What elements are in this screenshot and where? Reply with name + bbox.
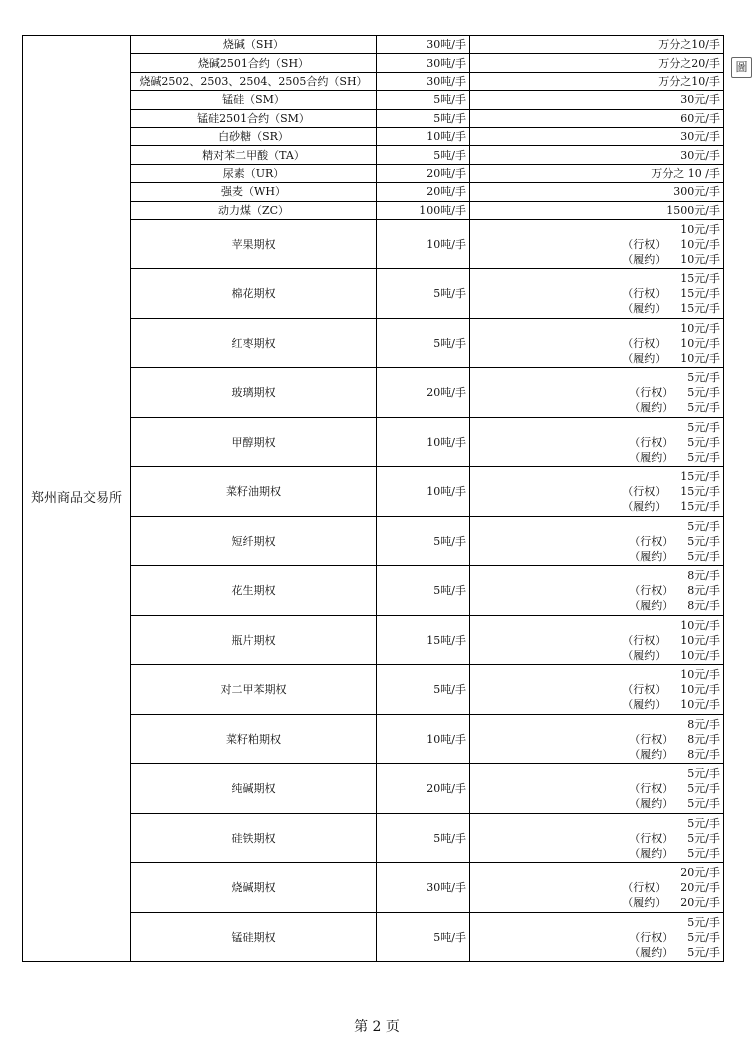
fee-line: [473, 618, 720, 633]
fee-line: [473, 865, 720, 880]
fee-type-label: （履约）: [629, 549, 674, 563]
fee-type-label: （行权）: [622, 683, 667, 697]
trading-unit: 15吨/手: [377, 615, 470, 665]
fee-type-label: （履约）: [629, 747, 674, 761]
fee-type-label: （履约）: [622, 698, 667, 712]
fee-value: 5元/手: [687, 831, 720, 845]
fee-value: 5元/手: [687, 915, 720, 929]
product-name: 烧碱2501合约（SH）: [131, 54, 377, 72]
trading-unit: 100吨/手: [377, 201, 470, 219]
product-name: 尿素（UR）: [131, 164, 377, 182]
trading-unit: 5吨/手: [377, 813, 470, 863]
fee-line: [473, 667, 720, 682]
fee-line: [473, 583, 720, 598]
table-row: [23, 36, 724, 54]
fee-type-label: （履约）: [629, 401, 674, 415]
fee-cell: 30元/手: [470, 146, 724, 164]
fee-type-label: （行权）: [629, 584, 674, 598]
fee-line: [473, 385, 720, 400]
fee-type-label: （行权）: [629, 435, 674, 449]
fee-line: [473, 519, 720, 534]
fee-line: [473, 831, 720, 846]
fee-value: 5元/手: [687, 846, 720, 860]
fee-value: 8元/手: [687, 717, 720, 731]
trading-unit: 10吨/手: [377, 417, 470, 467]
fee-cell: 万分之 10 /手: [470, 164, 724, 182]
fee-value: 5元/手: [687, 519, 720, 533]
fee-value: 10元/手: [680, 698, 720, 712]
trading-unit: 20吨/手: [377, 164, 470, 182]
fee-value: 5元/手: [687, 930, 720, 944]
product-name: 对二甲苯期权: [131, 665, 377, 715]
fee-line: [473, 781, 720, 796]
trading-unit: 20吨/手: [377, 183, 470, 201]
product-name: 瓶片期权: [131, 615, 377, 665]
fee-type-label: （履约）: [622, 500, 667, 514]
fee-type-label: （行权）: [629, 534, 674, 548]
product-name: 纯碱期权: [131, 764, 377, 814]
fee-line: [473, 499, 720, 514]
fee-cell: 60元/手: [470, 109, 724, 127]
product-name: 白砂糖（SR）: [131, 127, 377, 145]
fee-value: 5元/手: [687, 534, 720, 548]
product-name: 硅铁期权: [131, 813, 377, 863]
fee-line: [473, 598, 720, 613]
fee-cell: [470, 665, 724, 715]
fee-line: [473, 271, 720, 286]
fee-value: 15元/手: [680, 302, 720, 316]
fee-line: [473, 717, 720, 732]
trading-unit: 20吨/手: [377, 764, 470, 814]
product-name: 烧碱期权: [131, 863, 377, 913]
trading-unit: 5吨/手: [377, 146, 470, 164]
fee-cell: [470, 863, 724, 913]
trading-unit: 30吨/手: [377, 36, 470, 54]
fee-type-label: （行权）: [622, 237, 667, 251]
product-name: 动力煤（ZC）: [131, 201, 377, 219]
fee-line: [473, 766, 720, 781]
fee-cell: [470, 467, 724, 517]
fee-line: [473, 880, 720, 895]
fee-value: 15元/手: [680, 500, 720, 514]
product-name: 锰硅2501合约（SM）: [131, 109, 377, 127]
fee-type-label: （行权）: [622, 336, 667, 350]
fee-cell: [470, 368, 724, 418]
fee-value: 5元/手: [687, 386, 720, 400]
fee-type-label: （行权）: [622, 287, 667, 301]
fee-type-label: （行权）: [629, 831, 674, 845]
fee-value: 10元/手: [680, 648, 720, 662]
fee-type-label: （履约）: [622, 896, 667, 910]
fee-line: [473, 252, 720, 267]
fee-line: [473, 222, 720, 237]
fee-line: [473, 484, 720, 499]
fee-table: [22, 35, 724, 962]
trading-unit: 10吨/手: [377, 219, 470, 269]
fee-value: 8元/手: [687, 747, 720, 761]
product-name: 红枣期权: [131, 318, 377, 368]
fee-value: 8元/手: [687, 584, 720, 598]
fee-value: 5元/手: [687, 816, 720, 830]
product-name: 精对苯二甲酸（TA）: [131, 146, 377, 164]
fee-line: [473, 286, 720, 301]
trading-unit: 5吨/手: [377, 269, 470, 319]
fee-line: [473, 400, 720, 415]
fee-line: [473, 568, 720, 583]
fee-value: 8元/手: [687, 569, 720, 583]
trading-unit: 5吨/手: [377, 109, 470, 127]
fee-value: 5元/手: [687, 371, 720, 385]
fee-value: 10元/手: [680, 618, 720, 632]
exchange-name: 郑州商品交易所: [23, 36, 131, 962]
fee-cell: [470, 516, 724, 566]
fee-value: 5元/手: [687, 401, 720, 415]
fee-type-label: （履约）: [622, 351, 667, 365]
fee-value: 5元/手: [687, 782, 720, 796]
trading-unit: 20吨/手: [377, 368, 470, 418]
fee-line: [473, 682, 720, 697]
product-name: 菜籽粕期权: [131, 714, 377, 764]
fee-value: 10元/手: [680, 351, 720, 365]
trading-unit: 30吨/手: [377, 72, 470, 90]
product-name: 强麦（WH）: [131, 183, 377, 201]
fee-value: 8元/手: [687, 599, 720, 613]
fee-value: 10元/手: [680, 683, 720, 697]
side-panel-icon[interactable]: 圖: [731, 57, 752, 78]
trading-unit: 10吨/手: [377, 127, 470, 145]
fee-type-label: （行权）: [629, 732, 674, 746]
fee-line: [473, 846, 720, 861]
fee-value: 15元/手: [680, 287, 720, 301]
fee-value: 10元/手: [680, 237, 720, 251]
fee-line: [473, 796, 720, 811]
fee-cell: 万分之20/手: [470, 54, 724, 72]
fee-cell: [470, 269, 724, 319]
fee-line: [473, 435, 720, 450]
fee-cell: [470, 764, 724, 814]
product-name: 短纤期权: [131, 516, 377, 566]
fee-value: 15元/手: [680, 272, 720, 286]
fee-type-label: （行权）: [622, 633, 667, 647]
fee-type-label: （履约）: [622, 648, 667, 662]
fee-value: 5元/手: [687, 945, 720, 959]
fee-line: [473, 549, 720, 564]
product-name: 锰硅期权: [131, 912, 377, 962]
product-name: 甲醇期权: [131, 417, 377, 467]
fee-value: 10元/手: [680, 222, 720, 236]
product-name: 烧碱2502、2503、2504、2505合约（SH）: [131, 72, 377, 90]
fee-value: 5元/手: [687, 767, 720, 781]
fee-type-label: （履约）: [629, 846, 674, 860]
fee-line: [473, 336, 720, 351]
fee-type-label: （行权）: [629, 386, 674, 400]
product-name: 棉花期权: [131, 269, 377, 319]
fee-cell: 万分之10/手: [470, 72, 724, 90]
trading-unit: 5吨/手: [377, 566, 470, 616]
fee-line: [473, 697, 720, 712]
fee-value: 5元/手: [687, 797, 720, 811]
fee-cell: 300元/手: [470, 183, 724, 201]
fee-value: 5元/手: [687, 450, 720, 464]
fee-type-label: （履约）: [622, 252, 667, 266]
trading-unit: 30吨/手: [377, 54, 470, 72]
fee-line: [473, 301, 720, 316]
fee-table-body: [23, 36, 724, 962]
fee-line: [473, 420, 720, 435]
fee-value: 10元/手: [680, 668, 720, 682]
page-number: 第 2 页: [354, 1019, 400, 1035]
fee-line: [473, 816, 720, 831]
fee-line: [473, 237, 720, 252]
fee-line: [473, 321, 720, 336]
fee-type-label: （履约）: [629, 797, 674, 811]
product-name: 苹果期权: [131, 219, 377, 269]
fee-line: [473, 732, 720, 747]
fee-cell: [470, 615, 724, 665]
fee-value: 10元/手: [680, 336, 720, 350]
product-name: 菜籽油期权: [131, 467, 377, 517]
fee-value: 10元/手: [680, 321, 720, 335]
fee-cell: [470, 566, 724, 616]
fee-value: 5元/手: [687, 420, 720, 434]
fee-line: [473, 915, 720, 930]
fee-value: 20元/手: [680, 881, 720, 895]
fee-cell: 30元/手: [470, 91, 724, 109]
trading-unit: 5吨/手: [377, 665, 470, 715]
fee-cell: [470, 318, 724, 368]
trading-unit: 5吨/手: [377, 91, 470, 109]
product-name: 花生期权: [131, 566, 377, 616]
fee-value: 8元/手: [687, 732, 720, 746]
fee-value: 5元/手: [687, 549, 720, 563]
fee-type-label: （履约）: [629, 599, 674, 613]
fee-cell: [470, 912, 724, 962]
fee-line: [473, 930, 720, 945]
fee-line: [473, 945, 720, 960]
product-name: 玻璃期权: [131, 368, 377, 418]
fee-line: [473, 351, 720, 366]
fee-line: [473, 633, 720, 648]
fee-cell: [470, 417, 724, 467]
fee-cell: 30元/手: [470, 127, 724, 145]
trading-unit: 5吨/手: [377, 912, 470, 962]
fee-line: [473, 450, 720, 465]
fee-type-label: （履约）: [622, 302, 667, 316]
fee-value: 20元/手: [680, 866, 720, 880]
fee-line: [473, 469, 720, 484]
trading-unit: 5吨/手: [377, 516, 470, 566]
fee-type-label: （行权）: [622, 881, 667, 895]
fee-cell: 万分之10/手: [470, 36, 724, 54]
fee-line: [473, 648, 720, 663]
fee-value: 20元/手: [680, 896, 720, 910]
fee-line: [473, 747, 720, 762]
fee-value: 5元/手: [687, 435, 720, 449]
trading-unit: 5吨/手: [377, 318, 470, 368]
fee-line: [473, 534, 720, 549]
trading-unit: 30吨/手: [377, 863, 470, 913]
fee-line: [473, 895, 720, 910]
fee-type-label: （行权）: [629, 930, 674, 944]
fee-value: 15元/手: [680, 470, 720, 484]
fee-cell: 1500元/手: [470, 201, 724, 219]
product-name: 锰硅（SM）: [131, 91, 377, 109]
fee-value: 10元/手: [680, 633, 720, 647]
trading-unit: 10吨/手: [377, 467, 470, 517]
fee-type-label: （履约）: [629, 450, 674, 464]
fee-type-label: （行权）: [629, 782, 674, 796]
fee-type-label: （行权）: [622, 485, 667, 499]
fee-value: 15元/手: [680, 485, 720, 499]
product-name: 烧碱（SH）: [131, 36, 377, 54]
fee-type-label: （履约）: [629, 945, 674, 959]
trading-unit: 10吨/手: [377, 714, 470, 764]
fee-cell: [470, 813, 724, 863]
fee-value: 10元/手: [680, 252, 720, 266]
fee-cell: [470, 219, 724, 269]
fee-line: [473, 370, 720, 385]
fee-cell: [470, 714, 724, 764]
